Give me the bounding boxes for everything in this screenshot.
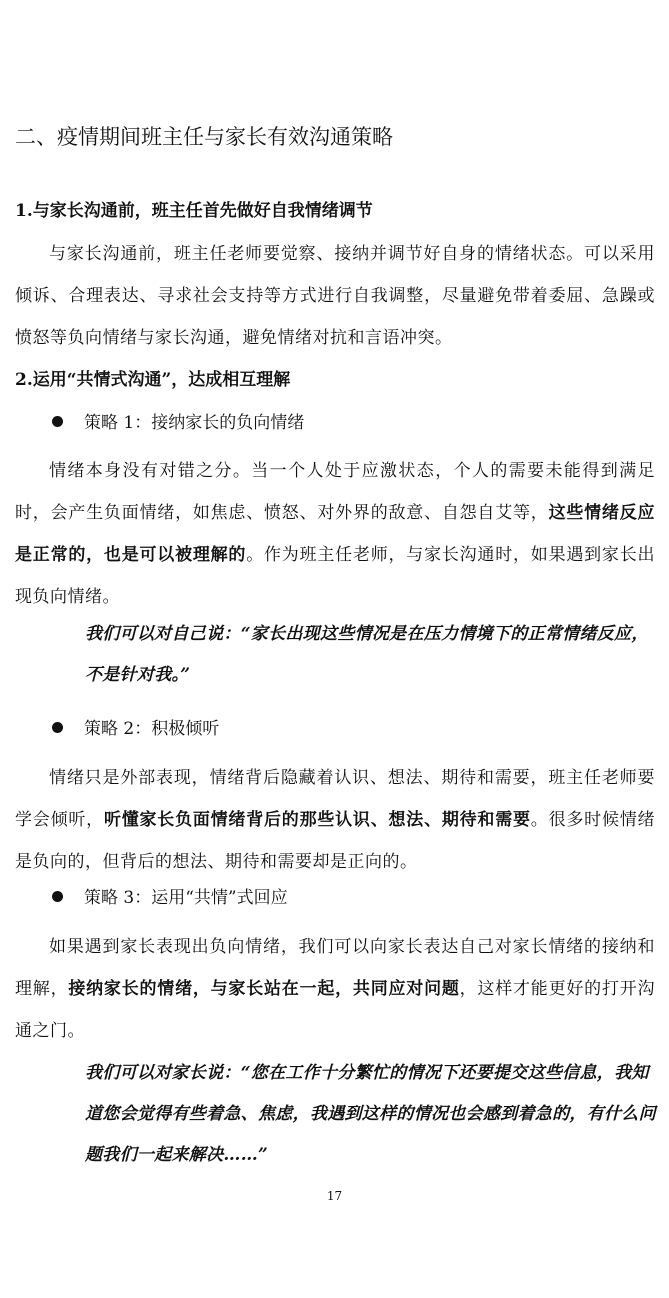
strategy-1-quote: 我们可以对自己说：“家长出现这些情况是在压力情境下的正常情绪反应，不是针对我。”: [85, 624, 649, 685]
strategy-2-paragraph: [15, 757, 655, 883]
strategy-3-text-c: ，这样才能更好的打开沟通之门。: [15, 979, 656, 1041]
strategy-1-label: 策略 1：接纳家长的负向情绪: [84, 413, 305, 433]
strategy-3-paragraph: [15, 926, 655, 1052]
strategy-2-text-c: 。很多时候情绪是负向的，但背后的想法、期待和需要却是正向的。: [15, 810, 656, 872]
strategy-2-text-bold: 听懂家长负面情绪背后的那些认识、想法、期待和需要: [103, 810, 531, 830]
strategy-3-quote: 我们可以对家长说：“您在工作十分繁忙的情况下还要提交这些信息，我知道您会觉得有些着急、焦虑，我遇到这样的情况也会感到着急的，有什么问题我们一起来解决……”: [85, 1063, 656, 1165]
bullet-dot-icon: [52, 416, 63, 427]
strategy-3-text-bold: 接纳家长的情绪，与家长站在一起，共同应对问题: [68, 979, 460, 999]
strategy-1-paragraph: [15, 450, 655, 618]
bullet-dot-icon: [52, 891, 63, 902]
strategy-1-text-c: 。作为班主任老师，与家长沟通时，如果遇到家长出现负向情绪。: [15, 545, 656, 607]
strategy-3-text-a: 如果遇到家长表现出负向情绪，我们可以向家长表达自己对家长情绪的接纳和理解，: [15, 937, 655, 999]
strategy-2-text-a: 情绪只是外部表现，情绪背后隐藏着认识、想法、期待和需要，班主任老师要学会倾听，: [15, 768, 655, 830]
strategy-1-text-a: 情绪本身没有对错之分。当一个人处于应激状态，个人的需要未能得到满足时，会产生负面情绪，如焦虑、愤怒、对外界的敌意、自怨自艾等，: [15, 461, 655, 523]
strategy-1-bullet: [52, 409, 652, 437]
section-heading: 二、疫情期间班主任与家长有效沟通策略: [15, 125, 393, 149]
strategy-3-bullet: [52, 884, 652, 912]
subsection-1-paragraph: 与家长沟通前，班主任老师要觉察、接纳并调节好自身的情绪状态。可以采用倾诉、合理表达、寻求社会支持等方式进行自我调整，尽量避免带着委屈、急躁或愤怒等负向情绪与家长沟通，避免情绪对抗和言语冲突。: [15, 244, 655, 348]
strategy-2-label: 策略 2：积极倾听: [84, 719, 220, 739]
page-number: 17: [326, 1189, 343, 1203]
bullet-dot-icon: [52, 722, 63, 733]
subsection-1-title: 1.与家长沟通前，班主任首先做好自我情绪调节: [15, 201, 373, 221]
strategy-3-label: 策略 3：运用“共情”式回应: [84, 888, 288, 908]
strategy-2-bullet: [52, 715, 652, 743]
subsection-2-title: 2.运用“共情式沟通”，达成相互理解: [15, 370, 291, 390]
strategy-1-text-bold: 这些情绪反应是正常的，也是可以被理解的: [15, 503, 656, 565]
